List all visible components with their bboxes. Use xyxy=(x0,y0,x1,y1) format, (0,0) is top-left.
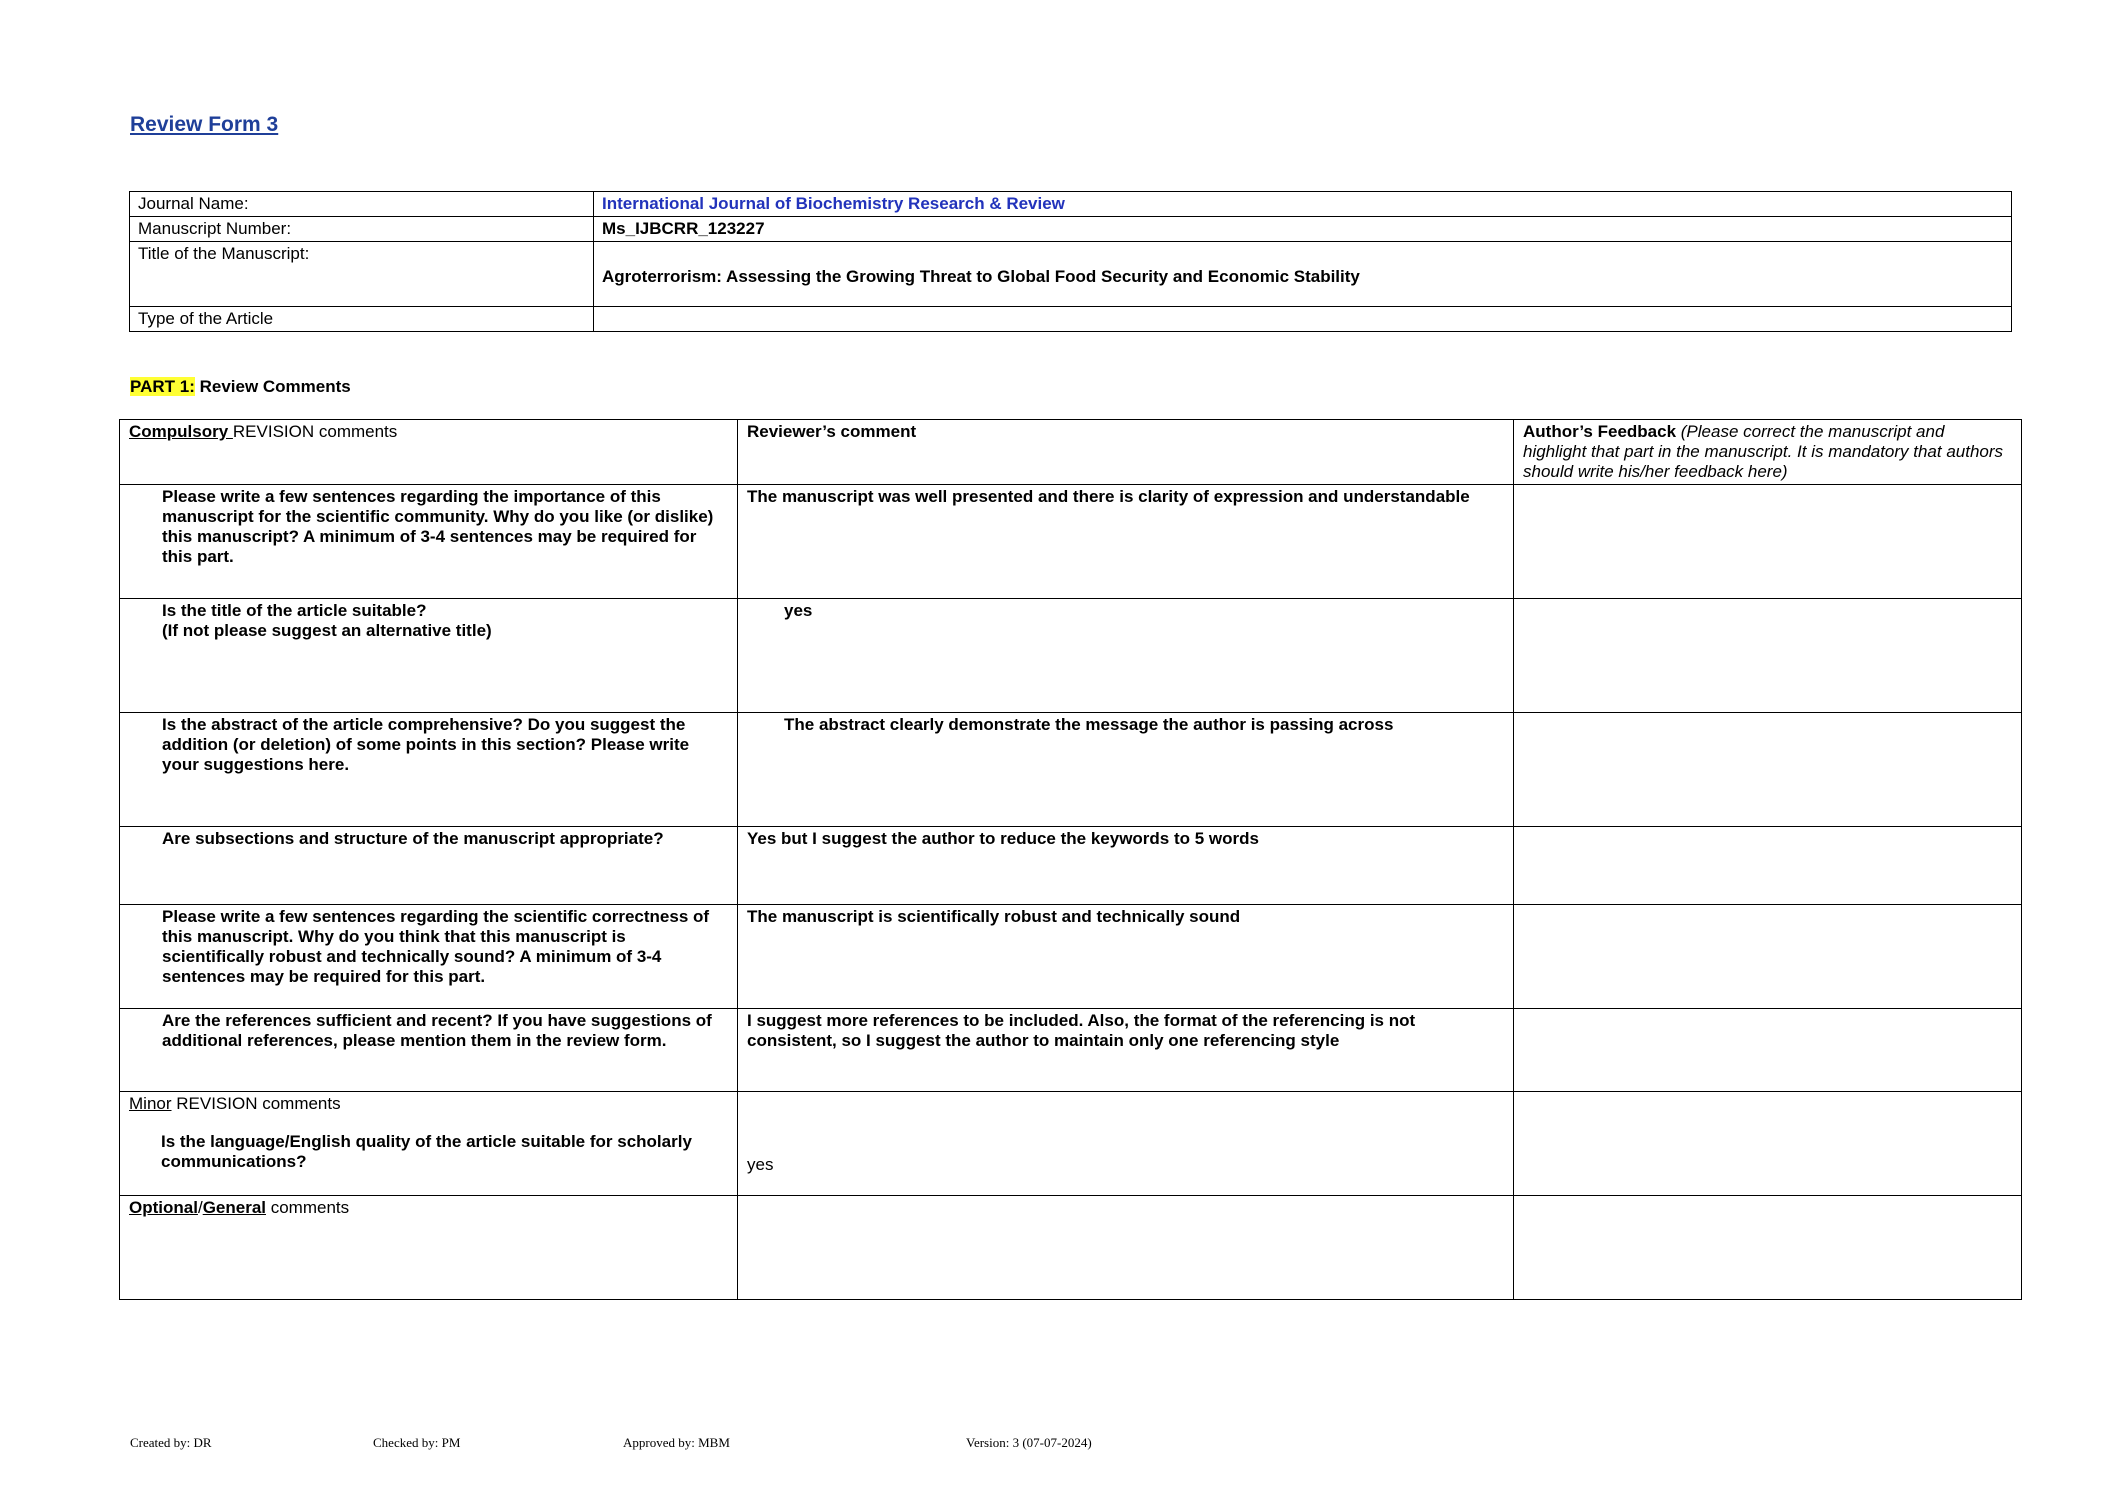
review-row xyxy=(120,713,2022,827)
reviewer-comment: The abstract clearly demonstrate the message the author is passing across xyxy=(738,713,1514,827)
review-row xyxy=(120,827,2022,905)
minor-question: Is the language/English quality of the article suitable for scholarly communications? xyxy=(161,1132,692,1171)
manuscript-info-table xyxy=(129,191,2012,332)
form-title: Review Form 3 xyxy=(130,113,279,136)
compulsory-rest: REVISION comments xyxy=(232,422,398,441)
part1-prefix: PART 1: xyxy=(130,377,195,396)
part1-label: Review Comments xyxy=(194,377,351,396)
author-feedback-header xyxy=(1514,420,2022,485)
manuscript-number-label: Manuscript Number: xyxy=(130,217,594,242)
journal-row xyxy=(130,192,2012,217)
general-word: General xyxy=(202,1198,266,1217)
optional-word: Optional xyxy=(129,1198,198,1217)
author-feedback-cell[interactable] xyxy=(1514,905,2022,1009)
footer-version: Version: 3 (07-07-2024) xyxy=(966,1435,1092,1450)
review-question: Is the abstract of the article comprehensive? Do you suggest the addition (or deletion) of some points in this section? Please write your suggestions here. xyxy=(120,713,738,827)
review-question-line: Is the title of the article suitable? (If not please suggest an alternative title) xyxy=(162,601,492,640)
journal-label: Journal Name: xyxy=(130,192,594,217)
minor-revision-header xyxy=(129,1094,728,1114)
review-row xyxy=(120,905,2022,1009)
optional-comments-row xyxy=(120,1196,2022,1300)
minor-author-feedback-cell[interactable] xyxy=(1514,1092,2022,1196)
review-question: Are the references sufficient and recent? If you have suggestions of additional references, please mention them in the review form. xyxy=(120,1009,738,1092)
compulsory-word: Compulsory xyxy=(129,422,233,441)
manuscript-number-value: Ms_IJBCRR_123227 xyxy=(594,217,2012,242)
optional-author-feedback-cell[interactable] xyxy=(1514,1196,2022,1300)
author-feedback-cell[interactable] xyxy=(1514,827,2022,905)
article-type-value xyxy=(594,307,2012,332)
optional-reviewer-comment xyxy=(738,1196,1514,1300)
minor-rest: REVISION comments xyxy=(171,1094,341,1113)
reviewer-comment: Yes but I suggest the author to reduce the keywords to 5 words xyxy=(738,827,1514,905)
minor-comment-text: yes xyxy=(747,1155,774,1174)
minor-reviewer-comment xyxy=(738,1092,1514,1196)
optional-sep: / xyxy=(197,1198,203,1217)
reviewer-comment: The manuscript is scientifically robust and technically sound xyxy=(738,905,1514,1009)
review-row xyxy=(120,599,2022,713)
footer-approved: Approved by: MBM xyxy=(623,1435,730,1450)
author-feedback-cell[interactable] xyxy=(1514,599,2022,713)
review-comments-table xyxy=(119,419,2022,1300)
reviewer-comment-header: Reviewer’s comment xyxy=(738,420,1514,485)
review-question: Please write a few sentences regarding the scientific correctness of this manuscript. Why do you think that this manuscript is scientifically robust and technically sound? A minimum of 3-4 sentences may be required for this part. xyxy=(120,905,738,1009)
footer-created: Created by: DR xyxy=(130,1435,212,1450)
part1-heading xyxy=(130,377,351,397)
review-header-row xyxy=(120,420,2022,485)
minor-revision-cell xyxy=(120,1092,738,1196)
article-type-label: Type of the Article xyxy=(130,307,594,332)
author-feedback-instructions: (Please correct the manuscript and highlight that part in the manuscript. It is mandatory that authors should write his/her feedback here) xyxy=(1523,422,2004,481)
journal-value: International Journal of Biochemistry Research & Review xyxy=(594,192,2012,217)
reviewer-comment: I suggest more references to be included. Also, the format of the referencing is not consistent, so I suggest the author to maintain only one referencing style xyxy=(738,1009,1514,1092)
article-type-row xyxy=(130,307,2012,332)
author-feedback-cell[interactable] xyxy=(1514,1009,2022,1092)
manuscript-title-label: Title of the Manuscript: xyxy=(130,242,594,307)
manuscript-number-row xyxy=(130,217,2012,242)
minor-revision-row xyxy=(120,1092,2022,1196)
compulsory-header xyxy=(120,420,738,485)
optional-comments-header xyxy=(120,1196,738,1300)
author-feedback-cell[interactable] xyxy=(1514,485,2022,599)
review-question: Please write a few sentences regarding the importance of this manuscript for the scientific community. Why do you like (or dislike) this manuscript? A minimum of 3-4 sentences may be required for this part. xyxy=(120,485,738,599)
review-row xyxy=(120,485,2022,599)
reviewer-comment: The manuscript was well presented and there is clarity of expression and understandable xyxy=(738,485,1514,599)
manuscript-title-row xyxy=(130,242,2012,307)
reviewer-comment: yes xyxy=(738,599,1514,713)
review-question: Are subsections and structure of the manuscript appropriate? xyxy=(120,827,738,905)
author-feedback-cell[interactable] xyxy=(1514,713,2022,827)
minor-word: Minor xyxy=(129,1094,172,1113)
optional-rest: comments xyxy=(266,1198,350,1217)
footer-checked: Checked by: PM xyxy=(373,1435,461,1450)
review-question xyxy=(120,599,738,713)
author-feedback-title: Author’s Feedback xyxy=(1523,422,1677,441)
review-row xyxy=(120,1009,2022,1092)
manuscript-title-value: Agroterrorism: Assessing the Growing Threat to Global Food Security and Economic Stability xyxy=(594,242,2012,307)
